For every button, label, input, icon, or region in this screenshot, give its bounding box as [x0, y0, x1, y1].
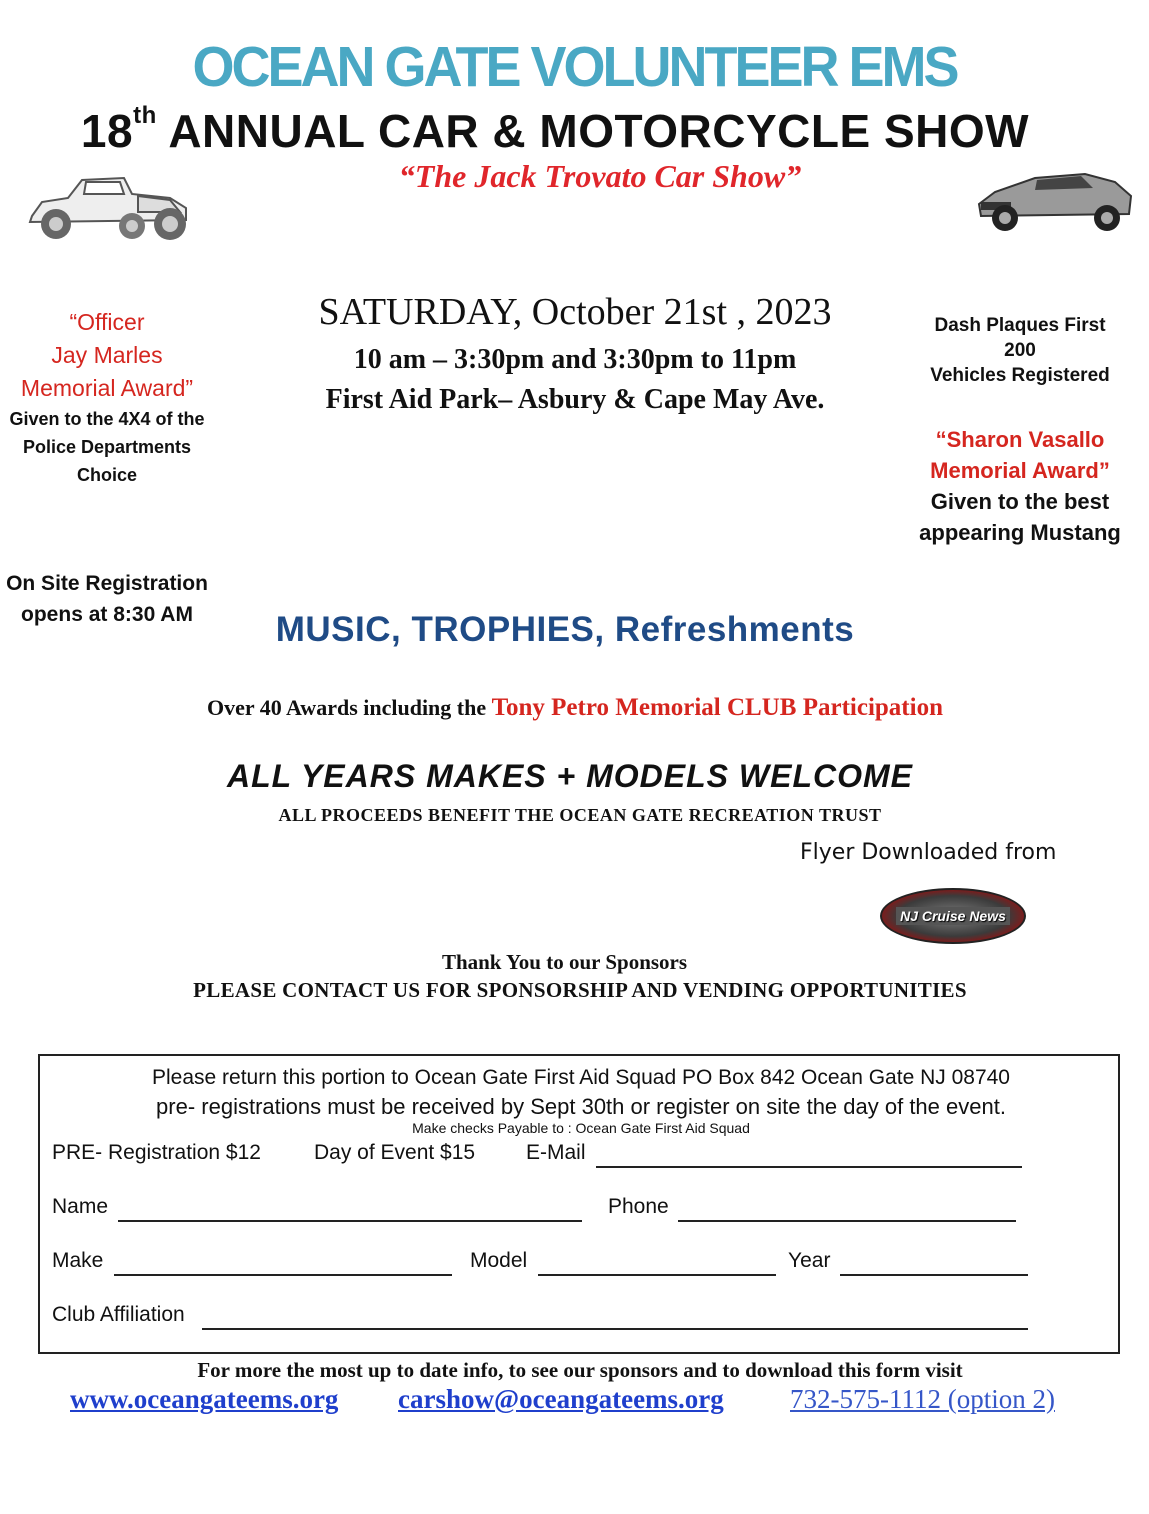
hot-rod-car-illustration — [20, 172, 192, 244]
nj-cruise-news-logo[interactable] — [880, 888, 1026, 944]
flyer-credit: Flyer Downloaded from — [800, 840, 1057, 865]
email-link[interactable]: carshow@oceangateems.org — [398, 1384, 724, 1414]
phone-field[interactable] — [678, 1196, 1016, 1222]
award-name-line: Memorial Award” — [930, 458, 1110, 483]
show-subtitle: “The Jack Trovato Car Show” — [398, 158, 802, 194]
show-number-suffix: th — [133, 102, 157, 129]
proceeds-note: ALL PROCEEDS BENEFIT THE OCEAN GATE RECREATION TRUST — [278, 805, 882, 825]
form-return-address: Please return this portion to Ocean Gate First Aid Squad PO Box 842 Ocean Gate NJ 08740 — [152, 1066, 1010, 1089]
club-affiliation-label: Club Affiliation — [52, 1303, 185, 1326]
show-title-text: ANNUAL CAR & MOTORCYCLE SHOW — [156, 105, 1030, 157]
welcome-banner: ALL YEARS MAKES + MODELS WELCOME — [227, 758, 913, 794]
phone-label: Phone — [608, 1195, 669, 1218]
model-field[interactable] — [538, 1250, 776, 1276]
org-title: OCEAN GATE VOLUNTEER EMS — [192, 35, 957, 99]
dash-line: Dash Plaques First — [934, 315, 1106, 336]
award-name-line: “Sharon Vasallo — [935, 427, 1105, 452]
form-deadline-note: pre- registrations must be received by Sept 30th or register on site the day of the event. — [156, 1094, 1006, 1119]
name-field[interactable] — [118, 1196, 582, 1222]
email-field[interactable] — [596, 1142, 1022, 1168]
logo-text: NJ Cruise News — [896, 907, 1010, 925]
music-trophies-banner: MUSIC, TROPHIES, Refreshments — [275, 610, 855, 649]
pre-registration-price: PRE- Registration $12 — [52, 1141, 261, 1164]
model-label: Model — [470, 1249, 528, 1272]
dash-line: Vehicles Registered — [930, 365, 1110, 386]
awards-highlight: Tony Petro Memorial CLUB Participation — [491, 694, 943, 721]
phone-link[interactable]: 732-575-1112 (option 2) — [790, 1384, 1055, 1414]
dash-line: 200 — [1004, 340, 1036, 361]
event-location: First Aid Park– Asbury & Cape May Ave. — [325, 384, 825, 415]
award-desc-line: Choice — [76, 465, 137, 485]
award-name-line: Jay Marles — [51, 342, 163, 368]
mustang-award-block — [900, 424, 1140, 548]
website-link[interactable]: www.oceangateems.org — [70, 1384, 339, 1414]
award-name-line: Memorial Award” — [20, 375, 194, 401]
make-field[interactable] — [114, 1250, 452, 1276]
footer-info: For more the most up to date info, to see our sponsors and to download this form visit — [197, 1358, 963, 1382]
onsite-line: On Site Registration — [6, 572, 208, 595]
onsite-line: opens at 8:30 AM — [21, 603, 193, 626]
form-checks-note: Make checks Payable to : Ocean Gate First Aid Squad — [412, 1120, 750, 1136]
sponsor-thanks: Thank You to our Sponsors — [441, 950, 688, 974]
dash-plaques-block — [900, 313, 1140, 388]
make-label: Make — [52, 1249, 104, 1272]
award-desc-line: Given to the best — [930, 489, 1110, 514]
registration-form — [38, 1054, 1120, 1354]
awards-prefix: Over 40 Awards including the — [207, 695, 492, 720]
email-label: E-Mail — [526, 1141, 586, 1164]
officer-award-block — [2, 306, 212, 489]
award-name-line: “Officer — [69, 309, 145, 335]
award-desc-line: appearing Mustang — [919, 520, 1121, 545]
awards-line — [60, 694, 1090, 722]
mustang-car-illustration — [975, 162, 1135, 234]
award-desc-line: Given to the 4X4 of the — [9, 409, 205, 429]
event-times: 10 am – 3:30pm and 3:30pm to 11pm — [353, 344, 797, 375]
award-desc-line: Police Departments — [22, 437, 192, 457]
day-of-event-price: Day of Event $15 — [314, 1141, 476, 1164]
name-label: Name — [52, 1195, 109, 1218]
year-field[interactable] — [840, 1250, 1028, 1276]
sponsorship-contact: PLEASE CONTACT US FOR SPONSORSHIP AND VENDING OPPORTUNITIES — [193, 978, 967, 1002]
event-date: SATURDAY, October 21st , 2023 — [318, 291, 832, 333]
show-number: 18 — [80, 105, 134, 157]
club-affiliation-field[interactable] — [202, 1304, 1028, 1330]
year-label: Year — [788, 1249, 831, 1272]
show-title — [0, 104, 1110, 158]
